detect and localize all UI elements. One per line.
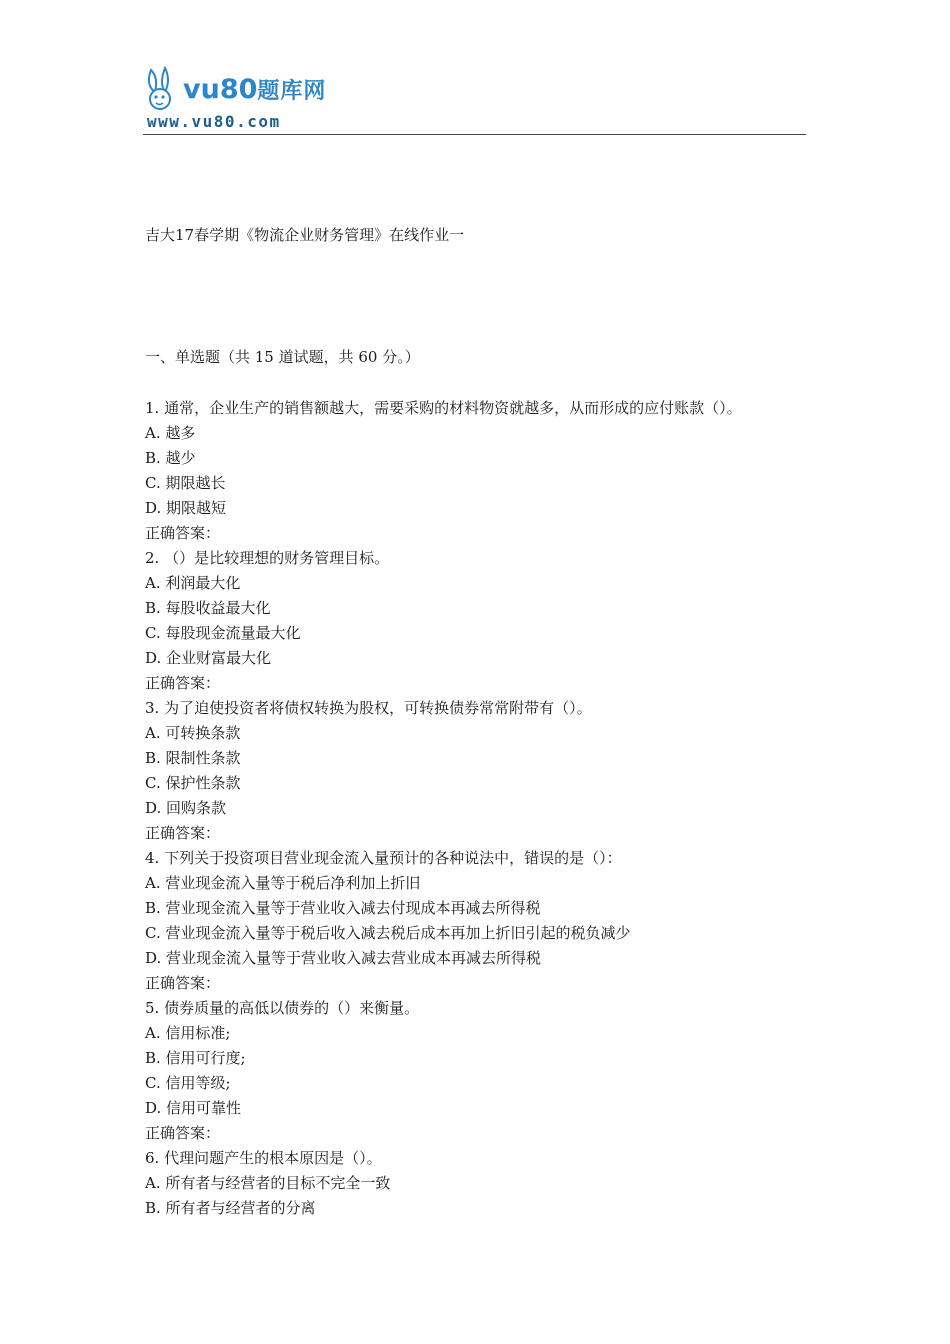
correct-answer-label: 正确答案： (145, 1124, 221, 1142)
rabbit-mascot-icon (143, 66, 187, 112)
logo-brand: vu80 (183, 74, 258, 105)
question-stem: 6. 代理问题产生的根本原因是（）。 (145, 1149, 382, 1167)
answer-option: C. 期限越长 (145, 474, 226, 492)
page-header (143, 66, 806, 136)
answer-option: A. 利润最大化 (145, 574, 241, 592)
answer-option: C. 信用等级; (145, 1074, 231, 1092)
question-list (145, 396, 825, 1221)
correct-answer-label: 正确答案： (145, 524, 221, 542)
logo-wordmark (183, 74, 326, 108)
answer-option: D. 信用可靠性 (145, 1099, 242, 1117)
question-stem: 4. 下列关于投资项目营业现金流入量预计的各种说法中，错误的是（）： (145, 849, 622, 867)
correct-answer-label: 正确答案： (145, 974, 221, 992)
answer-option: B. 营业现金流入量等于营业收入减去付现成本再减去所得税 (145, 899, 541, 917)
answer-option: D. 期限越短 (145, 499, 227, 517)
answer-option: A. 所有者与经营者的目标不完全一致 (145, 1174, 391, 1192)
answer-option: D. 回购条款 (145, 799, 227, 817)
logo-url: www.vu80.com (147, 112, 281, 131)
question-block (145, 546, 825, 696)
question-block (145, 996, 825, 1146)
answer-option: A. 越多 (145, 424, 196, 442)
question-stem: 1. 通常，企业生产的销售额越大，需要采购的材料物资就越多，从而形成的应付账款（）。 (145, 399, 742, 417)
answer-option: A. 营业现金流入量等于税后净利加上折旧 (145, 874, 421, 892)
answer-option: A. 可转换条款 (145, 724, 241, 742)
answer-option: C. 保护性条款 (145, 774, 241, 792)
answer-option: B. 越少 (145, 449, 196, 467)
header-divider (143, 134, 806, 135)
question-stem: 3. 为了迫使投资者将债权转换为股权，可转换债券常常附带有（）。 (145, 699, 592, 717)
document-title: 吉大17春学期《物流企业财务管理》在线作业一 (145, 226, 465, 244)
answer-option: A. 信用标准; (145, 1024, 231, 1042)
vu80-logo (143, 66, 333, 132)
question-block (145, 1146, 825, 1221)
question-block (145, 846, 825, 996)
correct-answer-label: 正确答案： (145, 674, 221, 692)
question-block (145, 396, 825, 546)
question-block (145, 696, 825, 846)
answer-option: B. 限制性条款 (145, 749, 241, 767)
answer-option: B. 每股收益最大化 (145, 599, 271, 617)
answer-option: B. 所有者与经营者的分离 (145, 1199, 316, 1217)
section-heading: 一、单选题（共 15 道试题，共 60 分。） (145, 348, 420, 366)
answer-option: C. 营业现金流入量等于税后收入减去税后成本再加上折旧引起的税负减少 (145, 924, 631, 942)
answer-option: D. 营业现金流入量等于营业收入减去营业成本再减去所得税 (145, 949, 542, 967)
answer-option: D. 企业财富最大化 (145, 649, 272, 667)
correct-answer-label: 正确答案： (145, 824, 221, 842)
question-stem: 5. 债券质量的高低以债券的（）来衡量。 (145, 999, 420, 1017)
question-stem: 2. （）是比较理想的财务管理目标。 (145, 549, 390, 567)
answer-option: C. 每股现金流量最大化 (145, 624, 301, 642)
answer-option: B. 信用可行度; (145, 1049, 246, 1067)
logo-cn: 题库网 (257, 79, 327, 104)
